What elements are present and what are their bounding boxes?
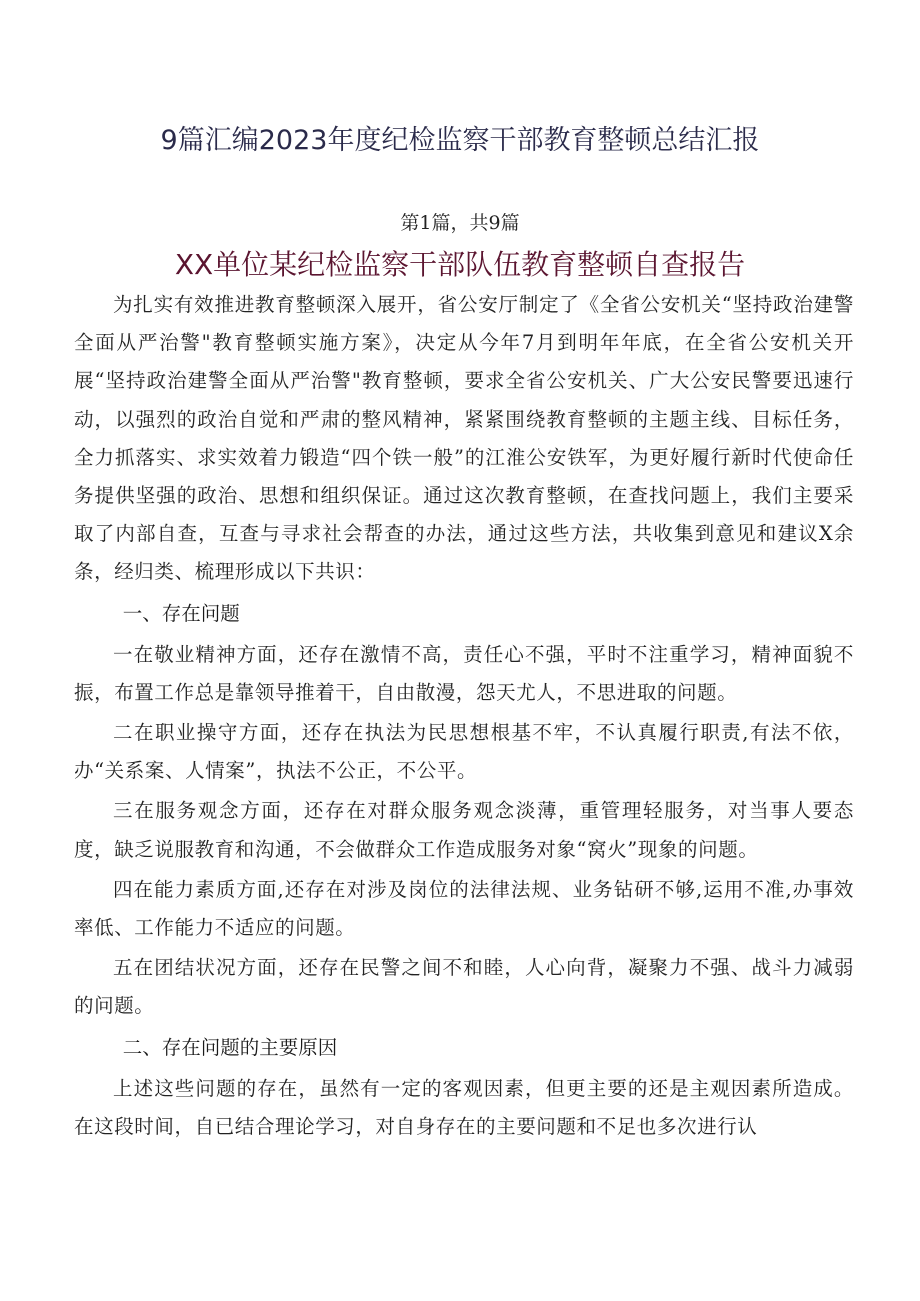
issue-paragraph: 三在服务观念方面，还存在对群众服务观念淡薄，重管理轻服务，对当事人要态度，缺乏说服教育和沟通，不会做群众工作造成服务对象“窝火”现象的问题。 — [74, 799, 854, 861]
section-heading-causes: 二、存在问题的主要原因 — [122, 1035, 338, 1059]
issue-paragraph: 五在团结状况方面，还存在民警之间不和睦，人心向背，凝聚力不强、战斗力减弱的问题。 — [74, 956, 854, 1018]
document-title: 9篇汇编2023年度纪检监察干部教育整顿总结汇报 — [160, 125, 760, 156]
document-body — [74, 286, 854, 1148]
intro-paragraph: 为扎实有效推进教育整顿深入展开，省公安厅制定了《全省公安机关“坚持政治建警全面从严治警"教育整顿实施方案》，决定从今年7月到明年年底，在全省公安机关开展“坚持政治建警全面从严治警"教育整顿，要求全省公安机关、广大公安民警要迅速行动，以强烈的政治自觉和严肃的整风精神，紧紧围绕教育整顿的主题主线、目标任务，全力抓落实、求实效着力锻造“四个铁一般”的江淮公安铁军，为更好履行新时代使命任务提供坚强的政治、思想和组织保证。通过这次教育整顿，在查找问题上，我们主要采取了内部自查，互查与寻求社会帮查的办法，通过这些方法，共收集到意见和建议X余条，经归类、梳理形成以下共识： — [74, 293, 854, 584]
report-title: XX单位某纪检监察干部队伍教育整顿自查报告 — [174, 248, 746, 281]
issue-paragraph: 四在能力素质方面,还存在对涉及岗位的法律法规、业务钻研不够,运用不准,办事效率低、工作能力不适应的问题。 — [74, 877, 854, 940]
section-heading-problems: 一、存在问题 — [122, 601, 240, 625]
issue-paragraph: 二在职业操守方面，还存在执法为民思想根基不牢，不认真履行职责,有法不依，办“关系案、人情案”，执法不公正，不公平。 — [74, 721, 854, 783]
issue-paragraph: 一在敬业精神方面，还存在激情不高，责任心不强，平时不注重学习，精神面貌不振，布置工作总是靠领导推着干，自由散漫，怨天尤人，不思进取的问题。 — [74, 642, 854, 704]
cause-paragraph: 上述这些问题的存在，虽然有一定的客观因素，但更主要的还是主观因素所造成。在这段时间，自已结合理论学习，对自身存在的主要问题和不足也多次进行认 — [74, 1076, 854, 1138]
part-label: 第1篇，共9篇 — [400, 212, 520, 234]
